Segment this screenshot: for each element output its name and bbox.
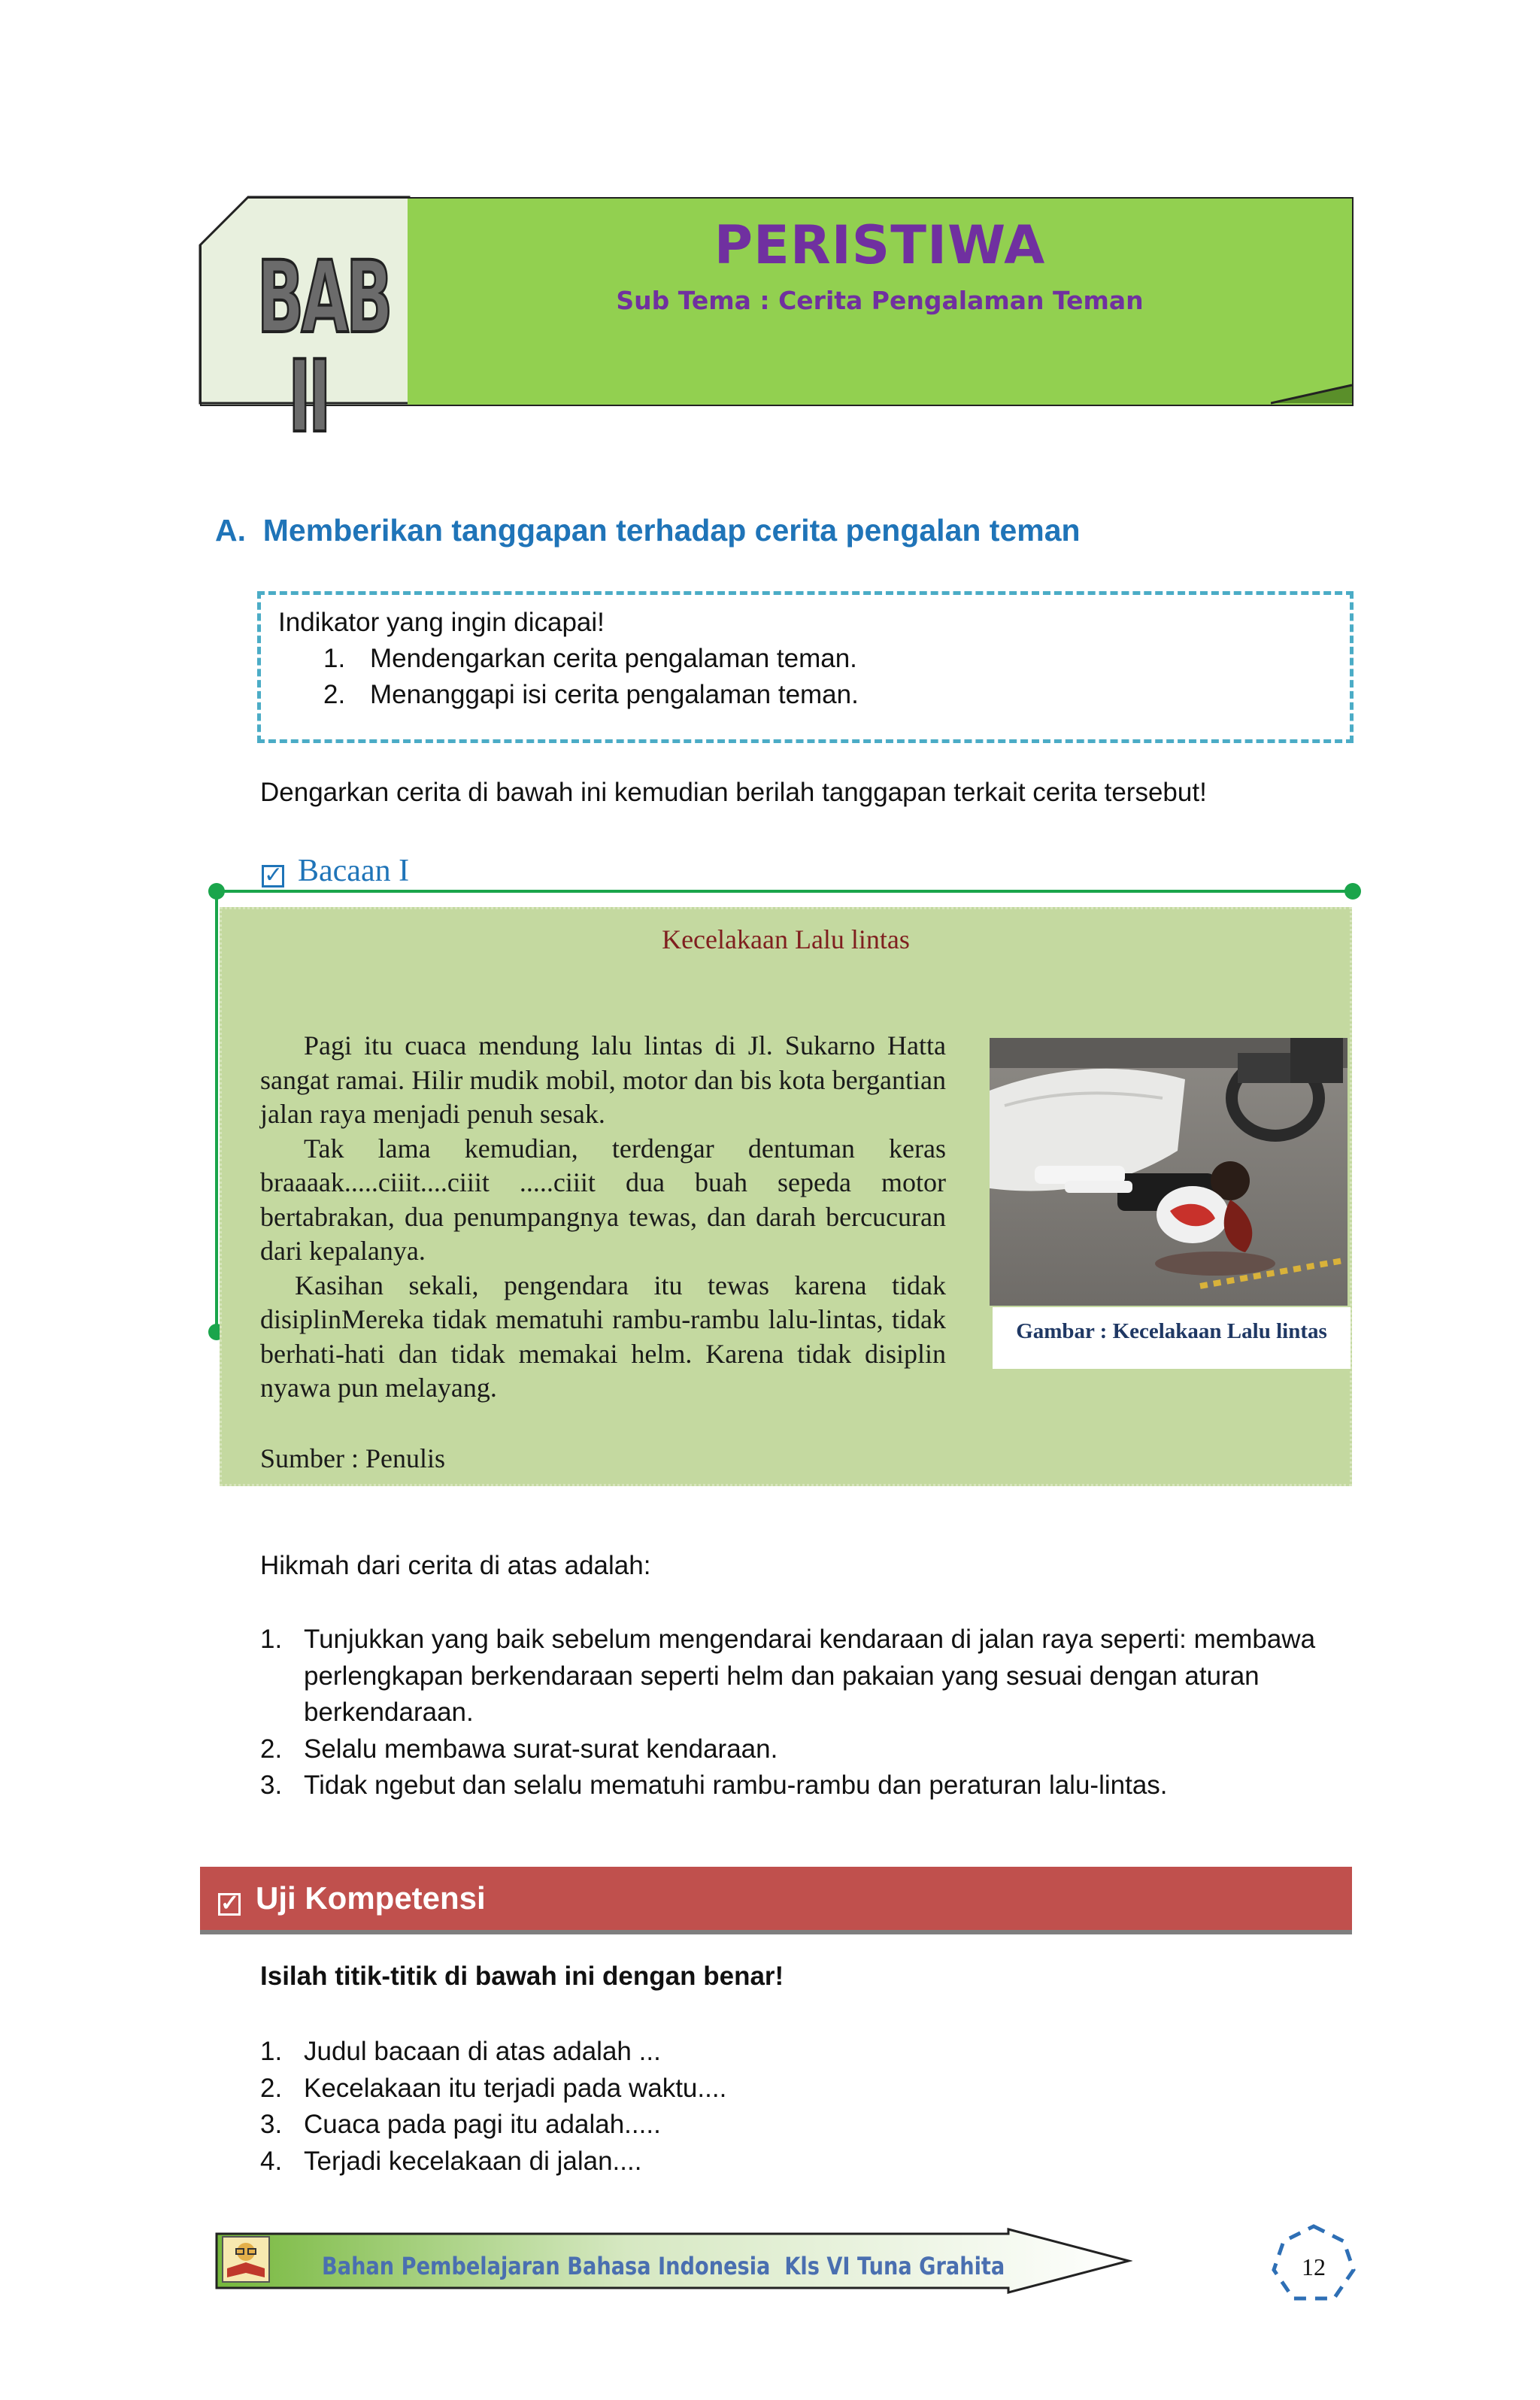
list-item-text: Selalu membawa surat-surat kendaraan. (304, 1734, 778, 1764)
list-item-text: Tunjukkan yang baik sebelum mengendarai kendaraan di jalan raya seperti: membawa perlengkapan berkendaraan seperti helm dan pakaian yang sesuai dengan aturan berkendaraan. (304, 1625, 1316, 1727)
connector-line (218, 890, 1354, 893)
list-item-number: 1. (260, 1625, 283, 1654)
connector-dot (1344, 883, 1361, 900)
indicator-item-number: 2. (323, 680, 346, 709)
reading-paragraph: Kasihan sekali, pengendara itu tewas karena tidak disiplinMereka tidak mematuhi rambu-rambu lalu-lintas, tidak berhati-hati dan tidak memakai helm. Karena tidak disiplin nyawa pun melayang. (260, 1270, 946, 1403)
indicator-item (323, 644, 857, 674)
question-text: Judul bacaan di atas adalah ... (304, 2037, 661, 2066)
connector-dot (208, 883, 225, 900)
competency-test-instruction: Isilah titik-titik di bawah ini dengan benar! (260, 1962, 784, 1991)
question-text: Terjadi kecelakaan di jalan.... (304, 2146, 642, 2176)
section-heading: A. Memberikan tanggapan terhadap cerita pengalan teman (215, 513, 1081, 548)
footer-text: Bahan Pembelajaran Bahasa Indonesia Kls VI Tuna Grahita (322, 2252, 1005, 2280)
checkbox-icon: ✓ (218, 1893, 241, 1916)
question-number: 3. (260, 2110, 283, 2139)
reading-label (262, 853, 409, 889)
indicator-title: Indikator yang ingin dicapai! (278, 608, 605, 637)
list-item (260, 1622, 1358, 1731)
indicator-item (323, 680, 859, 710)
indicator-item-text: Mendengarkan cerita pengalaman teman. (370, 644, 857, 673)
question-number: 2. (260, 2073, 283, 2103)
question-item (260, 2034, 1358, 2071)
list-item (260, 1731, 1358, 1768)
question-item (260, 2107, 1358, 2144)
competency-test-title-text: Uji Kompetensi (256, 1880, 486, 1916)
lesson-list (260, 1622, 1358, 1804)
accident-photo (990, 1038, 1348, 1306)
question-item (260, 2144, 1358, 2180)
list-item-number: 3. (260, 1770, 283, 1800)
competency-test-title (218, 1880, 486, 1916)
reading-paragraph: Pagi itu cuaca mendung lalu lintas di Jl. Sukarno Hatta sangat ramai. Hilir mudik mobil, motor dan bis kota bergantian jalan raya menjadi penuh sesak. (260, 1030, 946, 1129)
reading-title: Kecelakaan Lalu lintas (662, 924, 910, 954)
question-item (260, 2071, 1358, 2107)
question-number: 4. (260, 2146, 283, 2176)
chapter-title: PERISTIWA (714, 214, 1046, 276)
chapter-label: BAB II (256, 240, 390, 455)
reading-text (260, 1029, 946, 1406)
list-item-text: Tidak ngebut dan selalu mematuhi rambu-rambu dan peraturan lalu-lintas. (304, 1770, 1168, 1800)
page-curl-icon (1271, 376, 1354, 406)
chapter-subtitle: Sub Tema : Cerita Pengalaman Teman (616, 286, 1144, 315)
listening-instruction: Dengarkan cerita di bawah ini kemudian berilah tanggapan terkait cerita tersebut! (260, 778, 1207, 807)
question-text: Kecelakaan itu terjadi pada waktu.... (304, 2073, 727, 2103)
checkbox-icon: ✓ (262, 865, 284, 887)
photo-caption: Gambar : Kecelakaan Lalu lintas (1016, 1319, 1327, 1343)
reading-source: Sumber : Penulis (260, 1443, 446, 1473)
connector-line (215, 890, 218, 1332)
indicator-item-number: 1. (323, 644, 346, 673)
reading-paragraph: Tak lama kemudian, terdengar dentuman keras braaaak.....ciiit....ciiit .....ciiit dua buah sepeda motor bertabrakan, dua penumpangnya tewas, dan darah bercucuran dari kepalanya. (260, 1133, 946, 1266)
reading-label-text: Bacaan I (298, 854, 410, 888)
list-item (260, 1767, 1358, 1804)
lesson-intro: Hikmah dari cerita di atas adalah: (260, 1551, 651, 1580)
page-number: 12 (1302, 2253, 1326, 2280)
question-number: 1. (260, 2037, 283, 2066)
list-item-number: 2. (260, 1734, 283, 1764)
school-logo-icon (221, 2235, 271, 2283)
question-list (260, 2034, 1358, 2180)
indicator-item-text: Menanggapi isi cerita pengalaman teman. (370, 680, 859, 709)
question-text: Cuaca pada pagi itu adalah..... (304, 2110, 661, 2139)
